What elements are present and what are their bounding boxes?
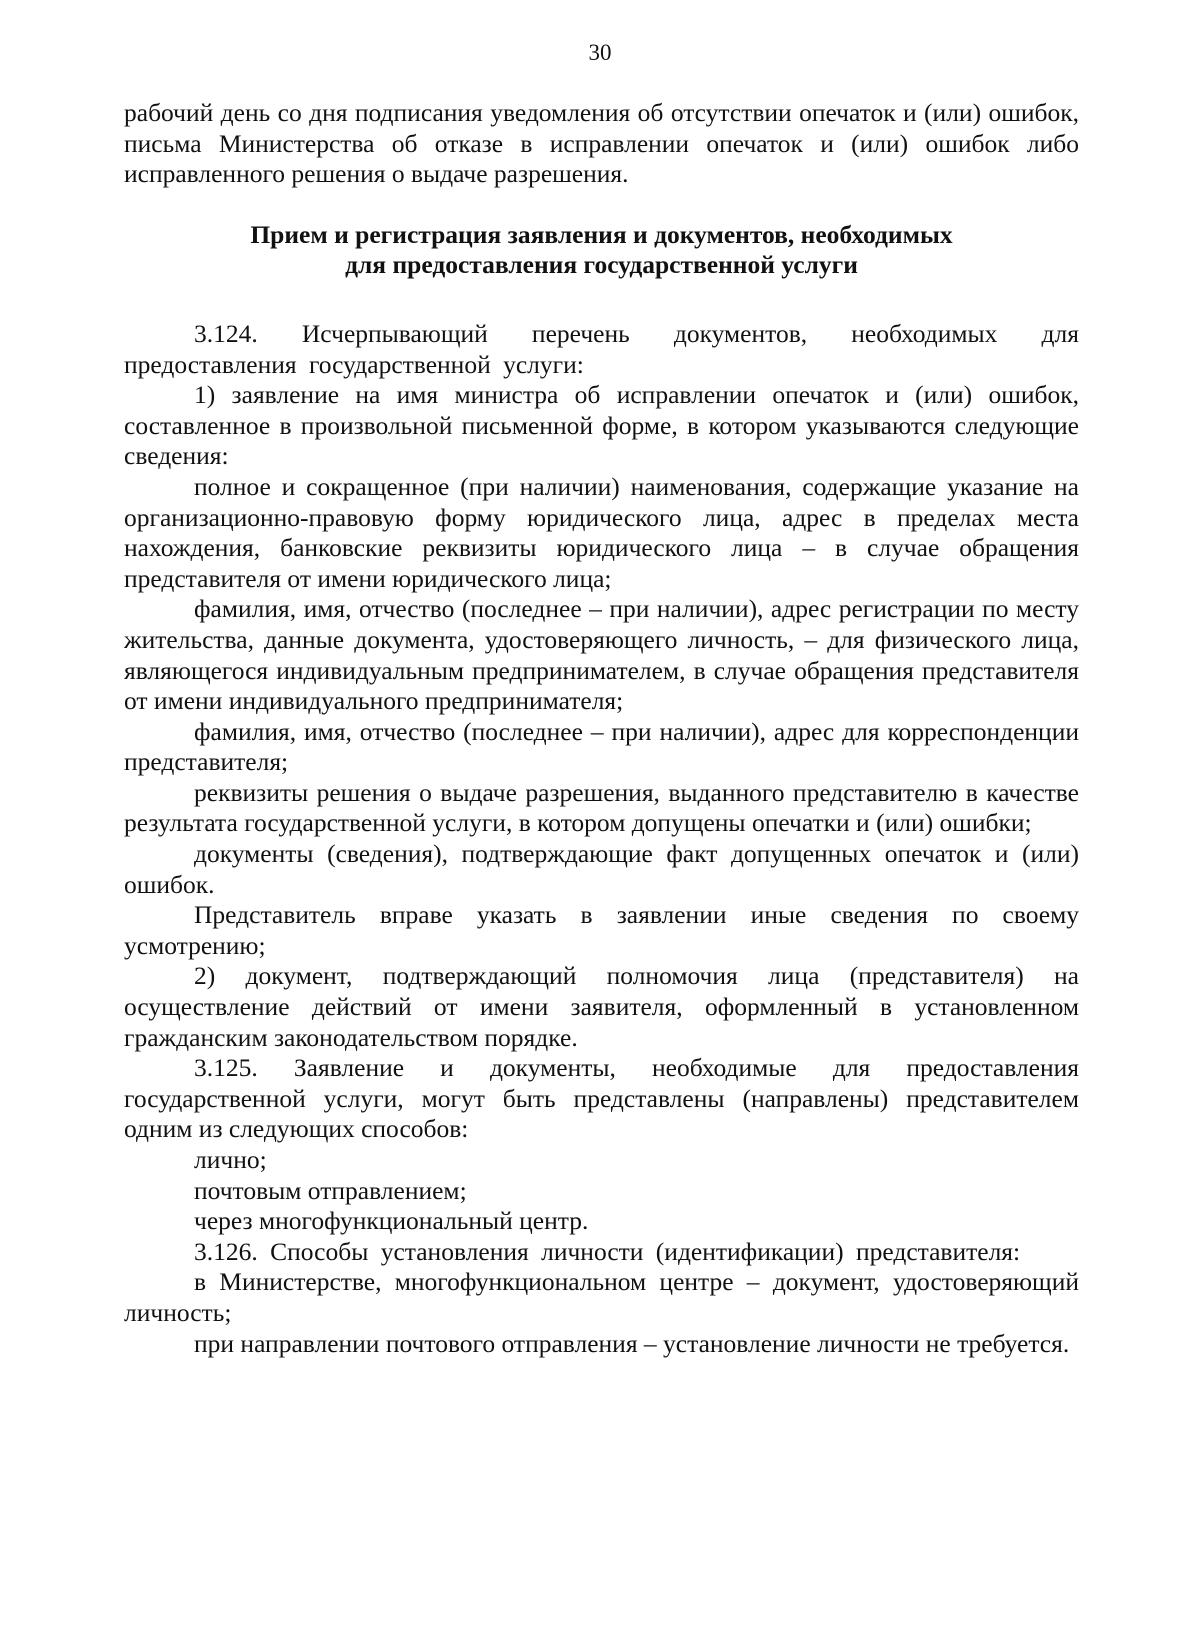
section-heading bbox=[124, 220, 1079, 281]
list-item-by-post: почтовым отправлением; bbox=[194, 1175, 467, 1205]
section-heading-line-2: для предоставления государственной услуги bbox=[345, 250, 858, 280]
page-number: 30 bbox=[588, 40, 612, 65]
paragraph-legal-entity: полное и сокращенное (при наличии) наименования, содержащие указание на организационно-правовую форму юридического лица, адрес в пределах места нахождения, банковские реквизиты юридического лица – в случае обращения представителя от имени юридического лица; bbox=[124, 471, 1079, 593]
paragraph-3-124: 3.124. Исчерпывающий перечень документов, необходимых для предоставления государственной услуги: bbox=[124, 318, 1079, 379]
paragraph-3-125: 3.125. Заявление и документы, необходимые для предоставления государственной услуги, могут быть представлены (направлены) представителем одним из следующих способов: bbox=[124, 1053, 1079, 1144]
section-heading-line-1: Прием и регистрация заявления и документов, необходимых bbox=[250, 219, 953, 249]
paragraph-continuation: рабочий день со дня подписания уведомления об отсутствии опечаток и (или) ошибок, письма Министерства об отказе в исправлении опечаток и (или) ошибок либо исправленного решения о выдаче разрешения. bbox=[124, 98, 1079, 189]
paragraph-item-1: 1) заявление на имя министра об исправлении опечаток и (или) ошибок, составленное в произвольной письменной форме, в котором указываются следующие сведения: bbox=[124, 380, 1079, 471]
paragraph-other-info: Представитель вправе указать в заявлении иные сведения по своему усмотрению; bbox=[124, 900, 1079, 960]
paragraph-3-126: 3.126. Способы установления личности (идентификации) представителя: bbox=[194, 1236, 1021, 1266]
paragraph-supporting-documents: документы (сведения), подтверждающие факт допущенных опечаток и (или) ошибок. bbox=[124, 839, 1079, 899]
paragraph-individual: фамилия, имя, отчество (последнее – при наличии), адрес регистрации по месту жительства, данные документа, удостоверяющего личность, – для физического лица, являющегося индивидуальным предпринимателем, в случае обращения представителя от имени индивидуального предпринимателя; bbox=[124, 594, 1079, 716]
paragraph-item-2: 2) документ, подтверждающий полномочия лица (представителя) на осуществление действий от имени заявителя, оформленный в установленном гражданским законодательством порядке. bbox=[124, 961, 1079, 1052]
list-item-mfc: через многофункциональный центр. bbox=[194, 1206, 589, 1236]
paragraph-postal-identity: при направлении почтового отправления – установление личности не требуется. bbox=[194, 1328, 1070, 1358]
list-item-in-person: лично; bbox=[194, 1145, 267, 1174]
paragraph-representative-address: фамилия, имя, отчество (последнее – при наличии), адрес для корреспонденции представителя; bbox=[124, 716, 1079, 777]
document-body bbox=[124, 98, 1079, 1359]
paragraph-decision-details: реквизиты решения о выдаче разрешения, выданного представителю в качестве результата государственной услуги, в котором допущены опечатки и (или) ошибки; bbox=[124, 777, 1079, 838]
paragraph-ministry-identity: в Министерстве, многофункциональном центре – документ, удостоверяющий личность; bbox=[124, 1267, 1079, 1327]
